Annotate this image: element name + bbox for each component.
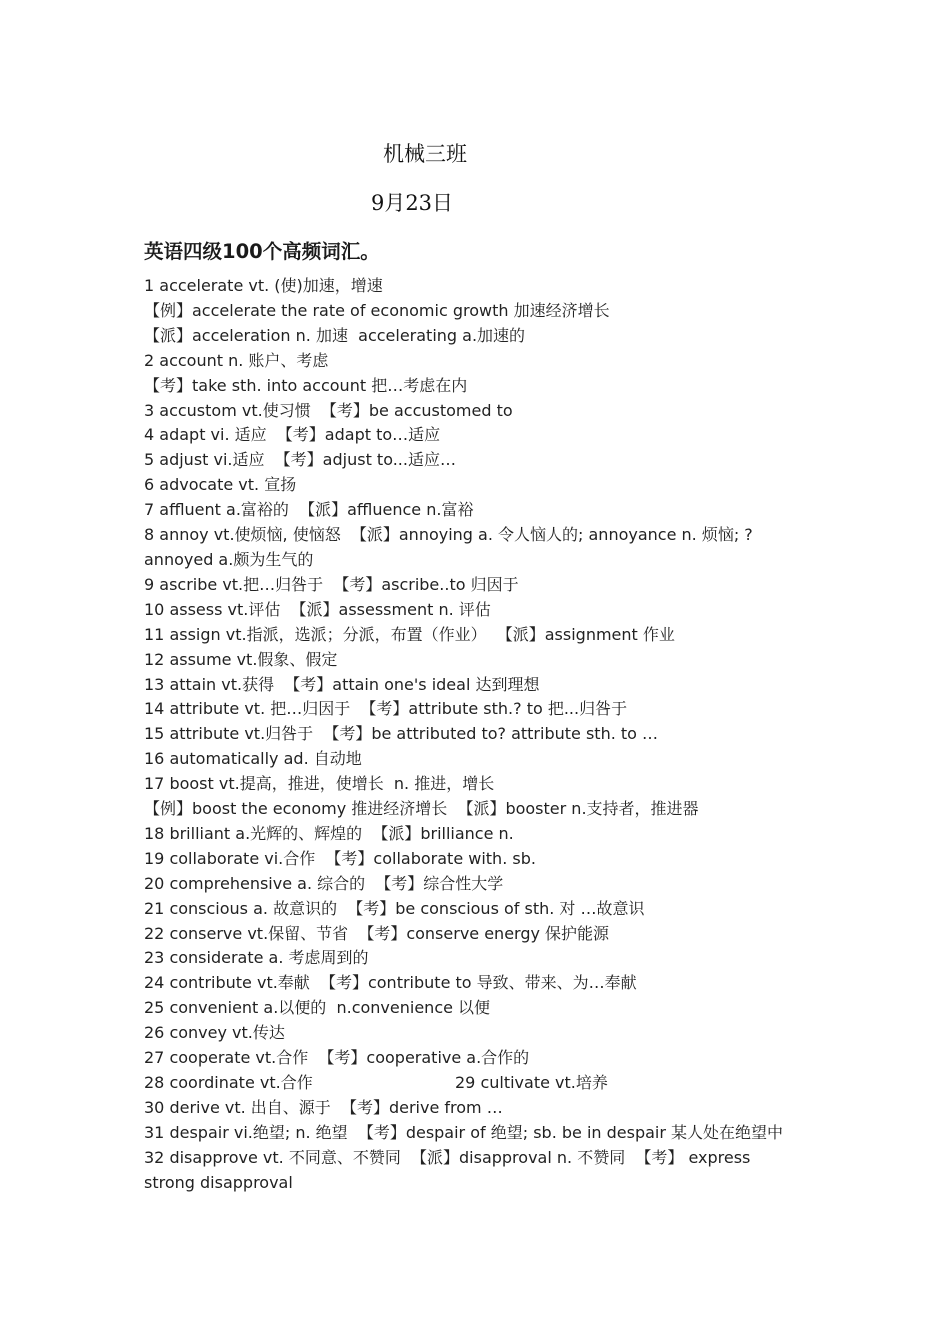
vocab-line: 27 cooperate vt.合作 【考】cooperative a.合作的 (144, 1048, 530, 1068)
vocab-line: 22 conserve vt.保留、节省 【考】conserve energy 保护能源 (144, 923, 610, 943)
vocab-line: 30 derive vt. 出自、源于 【考】derive from … (144, 1097, 503, 1117)
vocab-line: 23 considerate a. 考虑周到的 (144, 948, 369, 968)
class-name-title: 机械三班 (383, 142, 467, 166)
vocab-line: 4 adapt vi. 适应 【考】adapt to…适应 (144, 425, 441, 445)
vocab-line: 10 assess vt.评估 【派】assessment n. 评估 (144, 599, 491, 619)
vocabulary-list (144, 274, 804, 1196)
vocab-line: 24 contribute vt.奉献 【考】contribute to 导致、带来、为…奉献 (144, 973, 637, 993)
vocab-line: 25 convenient a.以便的 n.convenience 以便 (144, 998, 491, 1018)
vocab-entry-28: 28 coordinate vt.合作 (144, 1073, 313, 1092)
vocab-line: 16 automatically ad. 自动地 (144, 749, 362, 769)
vocab-line: 14 attribute vt. 把…归因于 【考】attribute sth.? to 把...归咎于 (144, 699, 628, 719)
vocab-line-two-column (144, 1071, 804, 1096)
vocab-line: 【例】boost the economy 推进经济增长 【派】booster n.支持者，推进器 (144, 799, 699, 819)
vocab-line: 26 convey vt.传达 (144, 1023, 285, 1043)
vocab-line: 21 conscious a. 故意识的 【考】be conscious of sth. 对 …故意识 (144, 898, 645, 918)
vocab-line: 11 assign vt.指派，选派；分派，布置（作业） 【派】assignment 作业 (144, 624, 675, 644)
vocab-line: 12 assume vt.假象、假定 (144, 649, 338, 669)
vocab-line: 32 disapprove vt. 不同意、不赞同 【派】disapproval n. 不赞同 【考】 express strong disapproval (144, 1147, 756, 1192)
vocab-line: 1 accelerate vt. (使)加速，增速 (144, 276, 383, 295)
vocab-line: 31 despair vi.绝望; n. 绝望 【考】despair of 绝望; sb. be in despair 某人处在绝望中 (144, 1122, 784, 1142)
vocab-line: 9 ascribe vt.把…归咎于 【考】ascribe..to 归因于 (144, 574, 519, 594)
vocab-line: 【考】take sth. into account 把…考虑在内 (144, 375, 468, 395)
section-heading: 英语四级100个高频词汇。 (144, 240, 380, 263)
date-title: 9月23日 (370, 191, 454, 215)
vocab-line: 5 adjust vi.适应 【考】adjust to...适应… (144, 450, 456, 470)
vocab-line: 8 annoy vt.使烦恼, 使恼怒 【派】annoying a. 令人恼人的; annoyance n. 烦恼; ? annoyed a.颇为生气的 (144, 525, 758, 569)
vocab-line: 20 comprehensive a. 综合的 【考】综合性大学 (144, 873, 504, 893)
vocab-line: 15 attribute vt.归咎于 【考】be attributed to? attribute sth. to … (144, 724, 659, 744)
vocab-line: 7 affluent a.富裕的 【派】affluence n.富裕 (144, 500, 474, 520)
vocab-line: 19 collaborate vi.合作 【考】collaborate with. sb. (144, 848, 536, 868)
vocab-line: 6 advocate vt. 宣扬 (144, 475, 297, 495)
vocab-line: 【派】acceleration n. 加速 accelerating a.加速的 (144, 325, 526, 345)
vocab-line: 18 brilliant a.光辉的、辉煌的 【派】brilliance n. (144, 823, 514, 843)
vocab-line: 【例】accelerate the rate of economic growth 加速经济增长 (144, 300, 610, 320)
vocab-line: 13 attain vt.获得 【考】attain one's ideal 达到理想 (144, 674, 540, 694)
vocab-line: 17 boost vt.提高，推进，使增长 n. 推进，增长 (144, 774, 495, 794)
vocab-line: 2 account n. 账户、考虑 (144, 350, 329, 370)
vocab-line: 3 accustom vt.使习惯 【考】be accustomed to (144, 400, 513, 420)
vocab-entry-29: 29 cultivate vt.培养 (455, 1073, 608, 1092)
